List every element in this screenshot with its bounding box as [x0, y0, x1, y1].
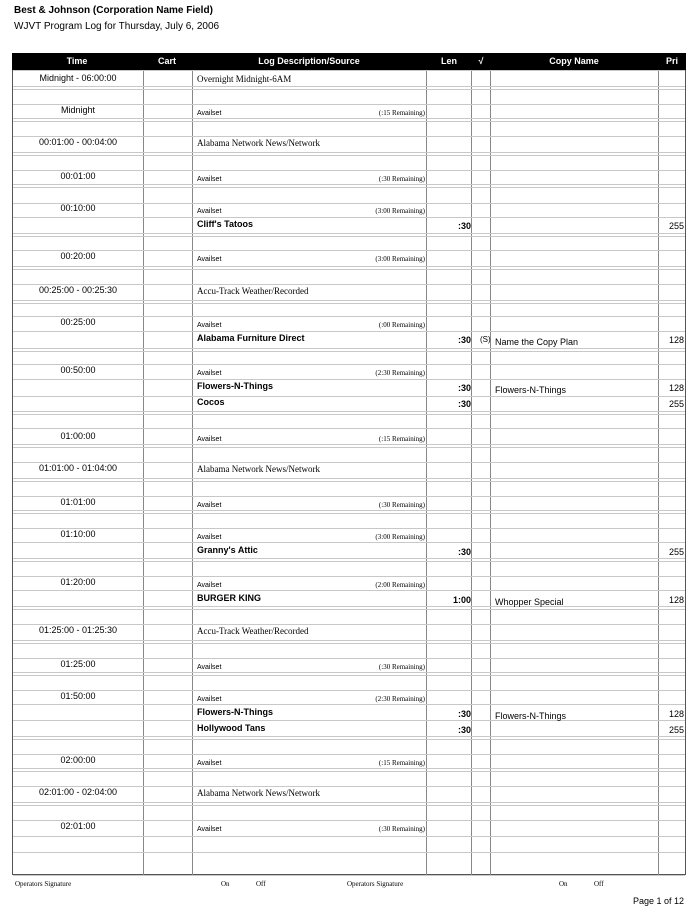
spot-length: :30	[457, 399, 471, 409]
col-check-header: √	[478, 56, 484, 66]
log-row	[13, 217, 685, 233]
spot-name: BURGER KING	[197, 593, 262, 603]
row-time: 00:25:00 - 00:25:30	[38, 285, 118, 295]
priority: 255	[668, 725, 684, 735]
priority: 128	[668, 335, 684, 345]
log-row	[13, 543, 685, 559]
row-divider	[13, 152, 685, 153]
remaining-time: (:30 Remaining)	[378, 501, 425, 509]
log-row	[13, 785, 685, 801]
row-divider	[13, 351, 685, 352]
row-time: 01:01:00 - 01:04:00	[38, 463, 118, 473]
remaining-time: (:30 Remaining)	[378, 825, 425, 833]
copy-name: Name the Copy Plan	[495, 337, 579, 347]
remaining-time: (3:00 Remaining)	[375, 255, 425, 263]
on-label: On	[221, 880, 230, 888]
availset-label: Availset	[197, 322, 222, 329]
log-row	[13, 705, 685, 721]
row-divider	[13, 233, 685, 234]
company-name: Best & Johnson (Corporation Name Field)	[14, 5, 213, 16]
priority: 255	[668, 399, 684, 409]
remaining-time: (3:00 Remaining)	[375, 207, 425, 215]
row-time: 00:50:00	[60, 365, 96, 375]
log-row	[13, 315, 685, 331]
program-name: Overnight Midnight-6AM	[197, 74, 292, 84]
log-row	[13, 103, 685, 119]
availset-label: Availset	[197, 582, 222, 589]
remaining-time: (:15 Remaining)	[378, 435, 425, 443]
off-label: Off	[256, 880, 266, 888]
row-divider	[13, 675, 685, 676]
availset-label: Availset	[197, 502, 222, 509]
row-time: Midnight	[60, 105, 96, 115]
log-row	[13, 689, 685, 705]
spot-name: Alabama Furniture Direct	[197, 333, 305, 343]
row-divider	[13, 269, 685, 270]
remaining-time: (:15 Remaining)	[378, 759, 425, 767]
row-time: 01:00:00	[60, 431, 96, 441]
row-divider	[13, 771, 685, 772]
remaining-time: (3:00 Remaining)	[375, 533, 425, 541]
log-row	[13, 249, 685, 265]
row-divider	[13, 513, 685, 514]
col-len-header: Len	[440, 56, 457, 66]
row-divider	[13, 414, 685, 415]
availset-label: Availset	[197, 370, 222, 377]
program-name: Accu-Track Weather/Recorded	[197, 626, 309, 636]
log-row	[13, 753, 685, 769]
log-row	[13, 527, 685, 543]
priority: 255	[668, 547, 684, 557]
row-time: 01:50:00	[60, 691, 96, 701]
row-divider	[13, 303, 685, 304]
row-divider	[13, 481, 685, 482]
availset-label: Availset	[197, 256, 222, 263]
col-pri-header: Pri	[665, 56, 678, 66]
col-desc-header: Log Description/Source	[258, 56, 360, 66]
remaining-time: (2:00 Remaining)	[375, 581, 425, 589]
row-divider	[13, 561, 685, 562]
spot-name: Cocos	[197, 397, 225, 407]
row-time: 02:00:00	[60, 755, 96, 765]
row-divider	[13, 121, 685, 122]
log-row	[13, 657, 685, 673]
spot-name: Flowers-N-Things	[197, 707, 273, 717]
row-divider	[13, 640, 685, 641]
availset-label: Availset	[197, 110, 222, 117]
row-time: 01:10:00	[60, 529, 96, 539]
row-divider	[13, 348, 685, 349]
row-time: 00:25:00	[60, 317, 96, 327]
log-row	[13, 379, 685, 395]
log-row	[13, 461, 685, 477]
row-divider	[13, 300, 685, 301]
log-row	[13, 71, 685, 87]
row-divider	[13, 236, 685, 237]
row-time: Midnight - 06:00:00	[39, 73, 117, 83]
row-divider	[13, 643, 685, 644]
log-row	[13, 169, 685, 185]
row-divider	[13, 89, 685, 90]
row-divider	[13, 852, 685, 853]
remaining-time: (:00 Remaining)	[378, 321, 425, 329]
row-time: 02:01:00 - 02:04:00	[38, 787, 118, 797]
log-row	[13, 135, 685, 151]
col-time-header: Time	[66, 56, 88, 66]
log-row	[13, 331, 685, 347]
row-divider	[13, 478, 685, 479]
availset-label: Availset	[197, 176, 222, 183]
log-row	[13, 721, 685, 737]
log-row	[13, 201, 685, 217]
availset-label: Availset	[197, 208, 222, 215]
spot-name: Cliff's Tatoos	[197, 219, 253, 229]
log-row	[13, 591, 685, 607]
log-row	[13, 429, 685, 445]
off-label: Off	[594, 880, 604, 888]
row-divider	[13, 805, 685, 806]
remaining-time: (2:30 Remaining)	[375, 695, 425, 703]
operator-signature-label: Operators Signature	[15, 880, 72, 888]
row-divider	[13, 836, 685, 837]
log-row	[13, 623, 685, 639]
row-time: 01:25:00 - 01:25:30	[38, 625, 118, 635]
availset-label: Availset	[197, 534, 222, 541]
row-time: 02:01:00	[60, 821, 96, 831]
copy-name: Flowers-N-Things	[495, 385, 567, 395]
row-time: 01:01:00	[60, 497, 96, 507]
row-time: 01:20:00	[60, 577, 96, 587]
row-divider	[13, 187, 685, 188]
row-time: 01:25:00	[60, 659, 96, 669]
program-name: Alabama Network News/Network	[197, 138, 320, 148]
log-row	[13, 819, 685, 835]
priority: 128	[668, 595, 684, 605]
log-title: WJVT Program Log for Thursday, July 6, 2006	[14, 21, 220, 32]
row-divider	[13, 739, 685, 740]
availset-label: Availset	[197, 760, 222, 767]
page-number: Page 1 of 12	[632, 896, 684, 906]
spot-length: :30	[457, 383, 471, 393]
row-divider	[13, 266, 685, 267]
operator-signature-label: Operators Signature	[347, 880, 404, 888]
spot-name: Hollywood Tans	[197, 723, 266, 733]
availset-label: Availset	[197, 436, 222, 443]
spot-name: Granny's Attic	[197, 545, 258, 555]
log-row	[13, 363, 685, 379]
log-row	[13, 395, 685, 411]
row-divider	[13, 411, 685, 412]
row-divider	[13, 609, 685, 610]
row-time: 00:01:00	[60, 171, 96, 181]
program-name: Accu-Track Weather/Recorded	[197, 286, 309, 296]
priority: 128	[668, 709, 684, 719]
priority: 128	[668, 383, 684, 393]
row-time: 00:10:00	[60, 203, 96, 213]
row-divider	[13, 802, 685, 803]
log-row	[13, 575, 685, 591]
row-divider	[13, 875, 685, 876]
row-divider	[13, 447, 685, 448]
on-label: On	[559, 880, 568, 888]
copy-name: Flowers-N-Things	[495, 711, 567, 721]
remaining-time: (:15 Remaining)	[378, 109, 425, 117]
remaining-time: (:30 Remaining)	[378, 663, 425, 671]
row-time: 00:01:00 - 00:04:00	[38, 137, 118, 147]
program-name: Alabama Network News/Network	[197, 788, 320, 798]
availset-label: Availset	[197, 826, 222, 833]
check-mark: (S)	[480, 335, 491, 344]
log-row	[13, 283, 685, 299]
log-row	[13, 495, 685, 511]
spot-length: :30	[457, 547, 471, 557]
spot-length: :30	[457, 335, 471, 345]
program-name: Alabama Network News/Network	[197, 464, 320, 474]
availset-label: Availset	[197, 664, 222, 671]
availset-label: Availset	[197, 696, 222, 703]
spot-length: 1:00	[452, 595, 471, 605]
spot-length: :30	[457, 221, 471, 231]
row-divider	[13, 155, 685, 156]
row-time: 00:20:00	[60, 251, 96, 261]
spot-name: Flowers-N-Things	[197, 381, 273, 391]
spot-length: :30	[457, 725, 471, 735]
remaining-time: (:30 Remaining)	[378, 175, 425, 183]
spot-length: :30	[457, 709, 471, 719]
table-header	[12, 53, 686, 70]
col-copy-header: Copy Name	[549, 56, 599, 66]
col-cart-header: Cart	[157, 56, 176, 66]
remaining-time: (2:30 Remaining)	[375, 369, 425, 377]
copy-name: Whopper Special	[495, 597, 564, 607]
priority: 255	[668, 221, 684, 231]
